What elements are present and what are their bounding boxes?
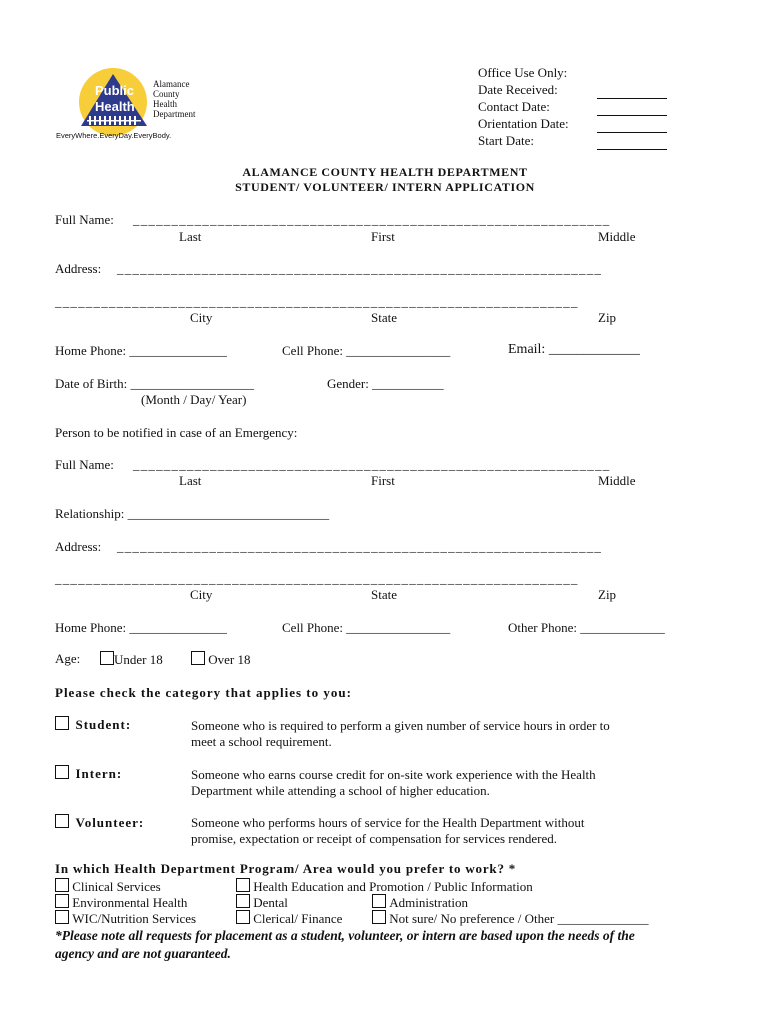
logo-word-health: Health: [95, 99, 135, 114]
emergency-address-label: Address:: [55, 539, 102, 554]
full-name-field[interactable]: ______________________________________________________________: [133, 212, 611, 227]
volunteer-checkbox[interactable]: [55, 814, 69, 828]
volunteer-description-line1: Someone who performs hours of service for the Health Department without: [191, 815, 585, 830]
zip-caption: Zip: [598, 310, 617, 325]
email-field[interactable]: Email: _____________: [508, 342, 640, 357]
office-start-date: Start Date:: [478, 133, 534, 148]
age-over-18-label: Over 18: [208, 652, 251, 667]
logo-line-health: Health: [153, 99, 177, 109]
emergency-name-first-caption: First: [371, 473, 395, 488]
public-health-logo: [55, 66, 205, 144]
environmental-health-label: Environmental Health: [72, 895, 188, 910]
clinical-services-label: Clinical Services: [72, 879, 161, 894]
emergency-city-caption: City: [190, 587, 213, 602]
city-caption: City: [190, 310, 213, 325]
intern-checkbox[interactable]: [55, 765, 69, 779]
not-sure-other-checkbox[interactable]: [372, 910, 386, 924]
emergency-full-name-label: Full Name:: [55, 457, 114, 472]
program-clerical-finance[interactable]: [236, 910, 342, 927]
category-student-option[interactable]: [55, 716, 131, 733]
program-clinical-services[interactable]: [55, 878, 161, 895]
logo-graphic: [55, 66, 205, 144]
category-intern-option[interactable]: [55, 765, 122, 782]
program-wic-nutrition[interactable]: [55, 910, 196, 927]
office-date-received: Date Received:: [478, 82, 558, 97]
emergency-name-middle-caption: Middle: [598, 473, 636, 488]
placement-note-line1: *Please note all requests for placement as a student, volunteer, or intern are based upon the needs of the: [55, 928, 635, 943]
volunteer-description-line2: promise, expectation or receipt of compensation for services rendered.: [191, 831, 558, 846]
emergency-zip-caption: Zip: [598, 587, 617, 602]
emergency-intro: Person to be notified in case of an Emergency:: [55, 425, 298, 440]
dental-label: Dental: [253, 895, 288, 910]
relationship-field[interactable]: Relationship: _______________________________: [55, 506, 330, 521]
office-contact-date: Contact Date:: [478, 99, 550, 114]
office-orientation-date: Orientation Date:: [478, 116, 569, 131]
program-heading: In which Health Department Program/ Area would you prefer to work? *: [55, 861, 517, 876]
administration-checkbox[interactable]: [372, 894, 386, 908]
administration-label: Administration: [389, 895, 468, 910]
age-label: Age:: [55, 651, 81, 666]
program-health-education[interactable]: [236, 878, 533, 895]
logo-line-county: County: [153, 89, 180, 99]
clerical-finance-checkbox[interactable]: [236, 910, 250, 924]
clerical-finance-label: Clerical/ Finance: [253, 911, 343, 926]
logo-word-public: Public: [95, 83, 135, 98]
logo-line-department: Department: [153, 109, 196, 119]
age-over-18-option[interactable]: [191, 651, 251, 668]
intern-description-line2: Department while attending a school of higher education.: [191, 783, 490, 798]
office-line-orientation[interactable]: [597, 116, 667, 133]
emergency-other-phone-field[interactable]: Other Phone: _____________: [508, 620, 665, 635]
dental-checkbox[interactable]: [236, 894, 250, 908]
program-environmental-health[interactable]: [55, 894, 187, 911]
office-line-contact[interactable]: [597, 99, 667, 116]
office-line-start[interactable]: [597, 133, 667, 150]
emergency-full-name-field[interactable]: ______________________________________________________________: [133, 457, 611, 472]
student-description-line1: Someone who is required to perform a given number of service hours in order to: [191, 718, 610, 733]
student-checkbox[interactable]: [55, 716, 69, 730]
form-title-application: STUDENT/ VOLUNTEER/ INTERN APPLICATION: [235, 180, 535, 194]
address-field-line2[interactable]: ____________________________________________________________________: [55, 294, 579, 309]
age-under-18-checkbox[interactable]: [100, 651, 114, 665]
wic-nutrition-label: WIC/Nutrition Services: [72, 911, 197, 926]
address-field-line1[interactable]: _______________________________________________________________: [117, 261, 603, 276]
emergency-name-last-caption: Last: [179, 473, 202, 488]
wic-nutrition-checkbox[interactable]: [55, 910, 69, 924]
office-title: Office Use Only:: [478, 65, 568, 80]
cell-phone-field[interactable]: Cell Phone: ________________: [282, 343, 451, 358]
office-line-received[interactable]: [597, 82, 667, 99]
placement-note-line2: agency and are not guaranteed.: [55, 946, 231, 961]
logo-tagline: EveryWhere.EveryDay.EveryBody.: [56, 131, 172, 140]
clinical-services-checkbox[interactable]: [55, 878, 69, 892]
intern-description-line1: Someone who earns course credit for on-site work experience with the Health: [191, 767, 596, 782]
program-dental[interactable]: [236, 894, 288, 911]
environmental-health-checkbox[interactable]: [55, 894, 69, 908]
health-education-checkbox[interactable]: [236, 878, 250, 892]
emergency-address-field-line2[interactable]: ____________________________________________________________________: [55, 571, 579, 586]
dob-field[interactable]: Date of Birth: ___________________: [55, 376, 254, 391]
logo-line-alamance: Alamance: [153, 79, 190, 89]
category-volunteer-option[interactable]: [55, 814, 144, 831]
student-description-line2: meet a school requirement.: [191, 734, 332, 749]
health-education-label: Health Education and Promotion / Public Information: [253, 879, 533, 894]
name-middle-caption: Middle: [598, 229, 636, 244]
emergency-cell-phone-field[interactable]: Cell Phone: ________________: [282, 620, 451, 635]
not-sure-other-label: Not sure/ No preference / Other ______________: [389, 911, 649, 926]
full-name-label: Full Name:: [55, 212, 114, 227]
gender-field[interactable]: Gender: ___________: [327, 376, 444, 391]
category-heading: Please check the category that applies to you:: [55, 685, 352, 700]
emergency-home-phone-field[interactable]: Home Phone: _______________: [55, 620, 227, 635]
age-over-18-checkbox[interactable]: [191, 651, 205, 665]
age-under-18-option[interactable]: [100, 651, 163, 668]
emergency-address-field-line1[interactable]: _______________________________________________________________: [117, 539, 603, 554]
student-label: Student:: [75, 717, 132, 732]
name-last-caption: Last: [179, 229, 202, 244]
address-label: Address:: [55, 261, 102, 276]
emergency-state-caption: State: [371, 587, 397, 602]
name-first-caption: First: [371, 229, 395, 244]
form-title-agency: ALAMANCE COUNTY HEALTH DEPARTMENT: [242, 165, 528, 179]
program-not-sure-other[interactable]: [372, 910, 648, 927]
program-administration[interactable]: [372, 894, 468, 911]
intern-label: Intern:: [75, 766, 123, 781]
dob-format-hint: (Month / Day/ Year): [141, 392, 247, 407]
age-under-18-label: Under 18: [114, 652, 163, 667]
state-caption: State: [371, 310, 397, 325]
volunteer-label: Volunteer:: [75, 815, 145, 830]
home-phone-field[interactable]: Home Phone: _______________: [55, 343, 227, 358]
